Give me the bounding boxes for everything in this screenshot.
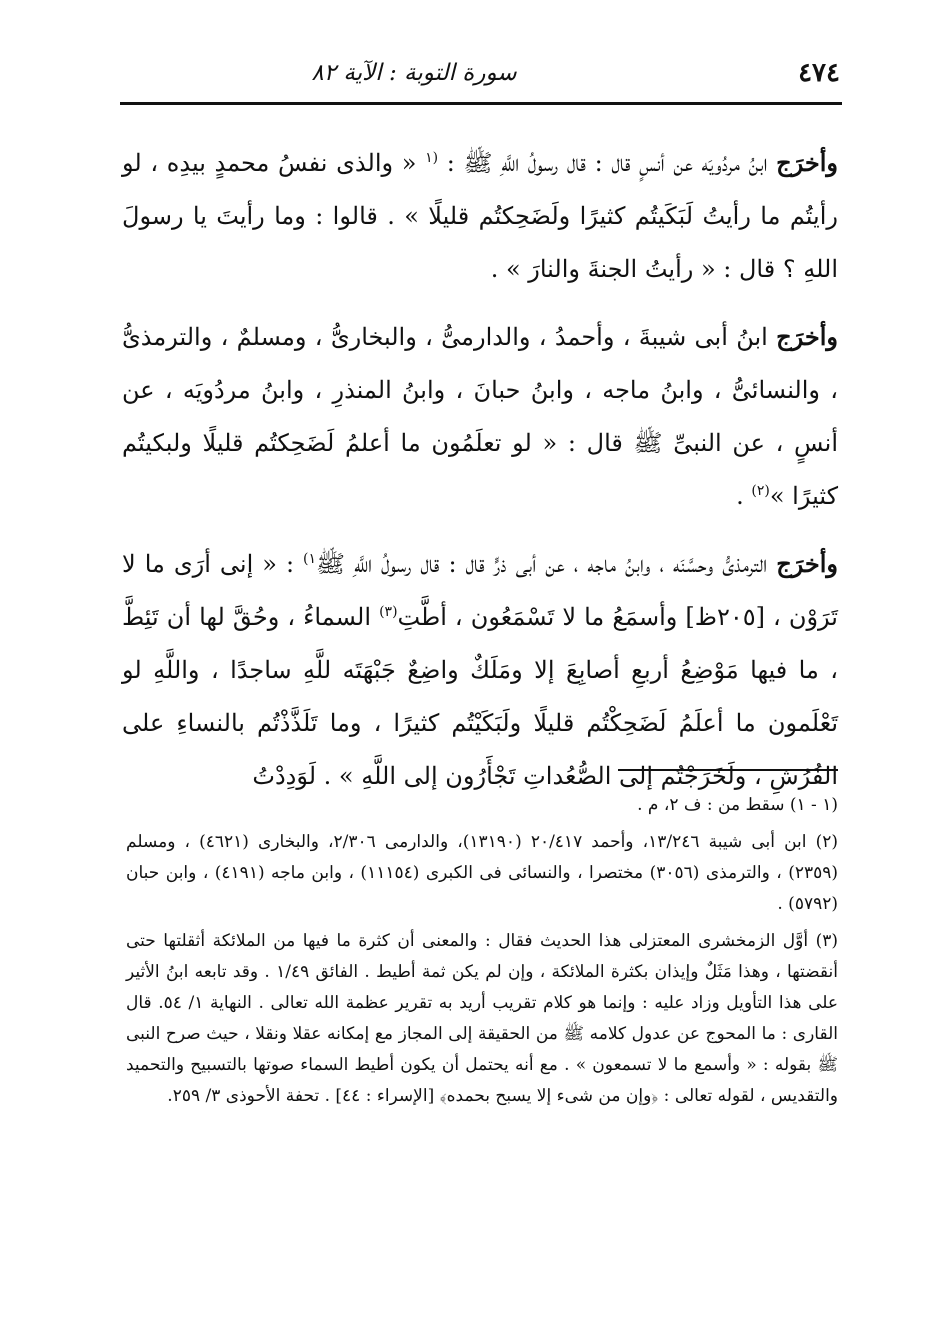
paragraph-text: ابنُ مردُويَه عن أنسٍ قال : قال رسولُ اللَّهِ ﷺ : xyxy=(446,149,768,177)
paragraph-lead: وأخرَج xyxy=(776,549,839,578)
paragraph-2 xyxy=(122,310,838,523)
footnotes xyxy=(126,790,838,1118)
footnote-1: (١ - ١) سقط من : ف ٢، م . xyxy=(637,795,838,815)
paragraph-text: : « إنى أرَى ما لا تَرَوْن ، [٢٠٥ظ] وأسمَعُ ما لا تَسْمَعُون ، أطَّتِ xyxy=(122,550,838,631)
paragraph-text: ابنُ أبى شيبةَ ، وأحمدُ ، والدارمىُّ ، والبخارىُّ ، ومسلمٌ ، والترمذىُّ ، والنسائىُّ ، وابنُ ماجه ، وابنُ حبانَ ، وابنُ المنذرِ ، وابنُ مردُويَه ، عن أنسٍ ، عن النبىِّ ﷺ قال : « لو تعلَمُون ما أعلمُ لَضَحِكتُم قليلًا ولبكيتُم كثيرًا » xyxy=(122,323,839,510)
footnote-marker: (١ xyxy=(425,150,439,166)
footnote-3: (٣) أوَّل الزمخشرى المعتزلى هذا الحديث فقال : والمعنى أن كثرة ما فيها من الملائكة أثقلتها حتى أنقضتها ، وهذا مَثَلٌ وإيذان بكثرة الملائكة ، وإن لم يكن ثمة أطيط . الفائق ١/٤٩ . وقد تابعه ابنُ الأثير على هذا التأويل وزاد عليه : وإنما هو كلام تقريب أريد به تقرير عظمة الله تعالى . النهاية ١/ ٥٤. قال القارى : ما المحوج عن عدول كلامه ﷺ من الحقيقة إلى المجاز مع إمكانه عقلا ونقلا ، حيث صرح النبى ﷺ بقوله : « وأسمع ما لا تسمعون » . مع أنه يحتمل أن يكون أطيط السماء صوتها بالتسبيح والتحميد والتقديس ، لقوله تعالى : ﴿وإن من شىء إلا يسبح بحمده﴾ [الإسراء : ٤٤] . تحفة الأحوذى ٣/ ٢٥٩. xyxy=(126,931,839,1106)
page-number: ٤٧٤ xyxy=(798,58,840,88)
paragraph-text: . xyxy=(736,482,744,510)
paragraph-text: الترمذىُّ وحسَّنَه ، وابنُ ماجه ، عن أبى ذرٍّ قال : قال رسولُ اللَّهِ ﷺ xyxy=(316,550,768,578)
footnote-marker: ١) xyxy=(303,551,317,567)
paragraph-1 xyxy=(122,136,838,296)
paragraph-lead: وأخرَج xyxy=(776,322,838,351)
paragraph-text: السماءُ ، وحُقَّ لها أن تَئِطَّ ، ما فيها مَوْضِعُ أربعِ أصابِعَ إلا ومَلَكٌ واضِعٌ جَبْهَتَه للَّهِ ساجدًا ، واللَّهِ لو تَعْلَمون ما أعلَمُ لَضَحِكْتُم قليلًا ولَبَكَيْتُم كثيرًا ، وما تَلَذَّذْتُم بالنساءِ على الفُرُشِ ، ولَخَرَجْتُم إلى الصُّعُداتِ تَجْأَرُون إلى اللَّهِ » . لَوَدِدْتُ xyxy=(122,603,838,790)
paragraph-text: « والذى نفسُ محمدٍ بيدِه ، لو رأيتُم ما رأيتُ لَبَكَيتُم كثيرًا ولَضَحِكتُم قليلًا » . قالوا : وما رأيتَ يا رسولَ اللهِ ؟ قال : « رأيتُ الجنةَ والنارَ » . xyxy=(122,149,838,283)
footnote-rule xyxy=(618,769,838,771)
paragraph-3 xyxy=(122,537,838,803)
footnote-marker: (٣) xyxy=(379,604,398,620)
paragraph-lead: وأخرَج xyxy=(776,148,838,177)
page-header xyxy=(128,52,840,96)
header-rule xyxy=(120,102,842,105)
footnote-2: (٢) ابن أبى شيبة ١٣/٢٤٦، وأحمد ٢٠/٤١٧ (١٣١٩٠)، والدارمى ٢/٣٠٦، والبخارى (٤٦٢١) ، ومسلم (٢٣٥٩) ، والترمذى (٣٠٥٦) مختصرا ، والنسائى فى الكبرى (١١١٥٤) ، وابن ماجه (٤١٩١) ، وابن حبان (٥٧٩٢) . xyxy=(126,832,838,914)
main-text xyxy=(122,136,838,817)
footnote-marker: (٢) xyxy=(751,483,770,499)
running-title: سورة التوبة : الآية ٨٢ xyxy=(311,60,517,86)
